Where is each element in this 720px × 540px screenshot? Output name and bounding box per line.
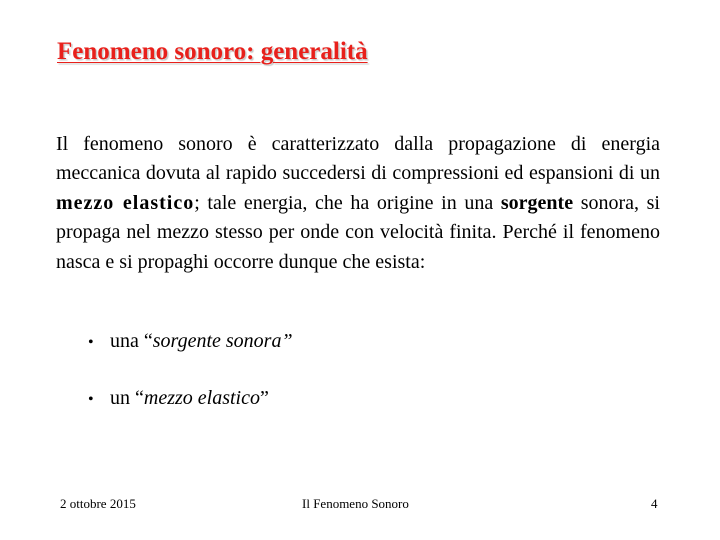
bullet-list [88, 330, 293, 416]
bullet-suffix: ” [281, 330, 293, 352]
list-item [88, 387, 293, 416]
bullet-suffix: ” [259, 387, 269, 409]
bullet-prefix: una “ [110, 330, 153, 352]
bullet-text [110, 330, 293, 353]
page-number: 4 [651, 496, 658, 511]
paragraph-part-3: sonora, si propaga nel mezzo stesso per onde con velocità finita. Perché il fenomeno nasca e si propaghi occorre dunque che esista: [56, 191, 660, 273]
bullet-marker: • [88, 334, 94, 351]
bullet-italic-text: mezzo elastico [143, 387, 260, 409]
paragraph-part-1: Il fenomeno sonoro è caratterizzato dalla propagazione di energia meccanica dovuta al rapido succedersi di compressioni ed espansioni di un [56, 133, 660, 185]
bullet-text [110, 387, 269, 410]
paragraph-part-2: ; tale energia, che ha origine in una [194, 191, 501, 214]
list-item [88, 330, 293, 359]
slide-title: Fenomeno sonoro: generalità [57, 38, 368, 65]
bullet-marker: • [88, 391, 94, 408]
body-paragraph [56, 130, 660, 277]
paragraph-bold-sorgente: sorgente [500, 191, 574, 214]
bullet-italic-text: sorgente sonora [152, 330, 282, 352]
paragraph-bold-mezzo-elastico: mezzo elastico [56, 191, 195, 214]
footer-date: 2 ottobre 2015 [60, 496, 136, 511]
bullet-prefix: un “ [110, 387, 144, 409]
footer-title: Il Fenomeno Sonoro [302, 496, 409, 511]
